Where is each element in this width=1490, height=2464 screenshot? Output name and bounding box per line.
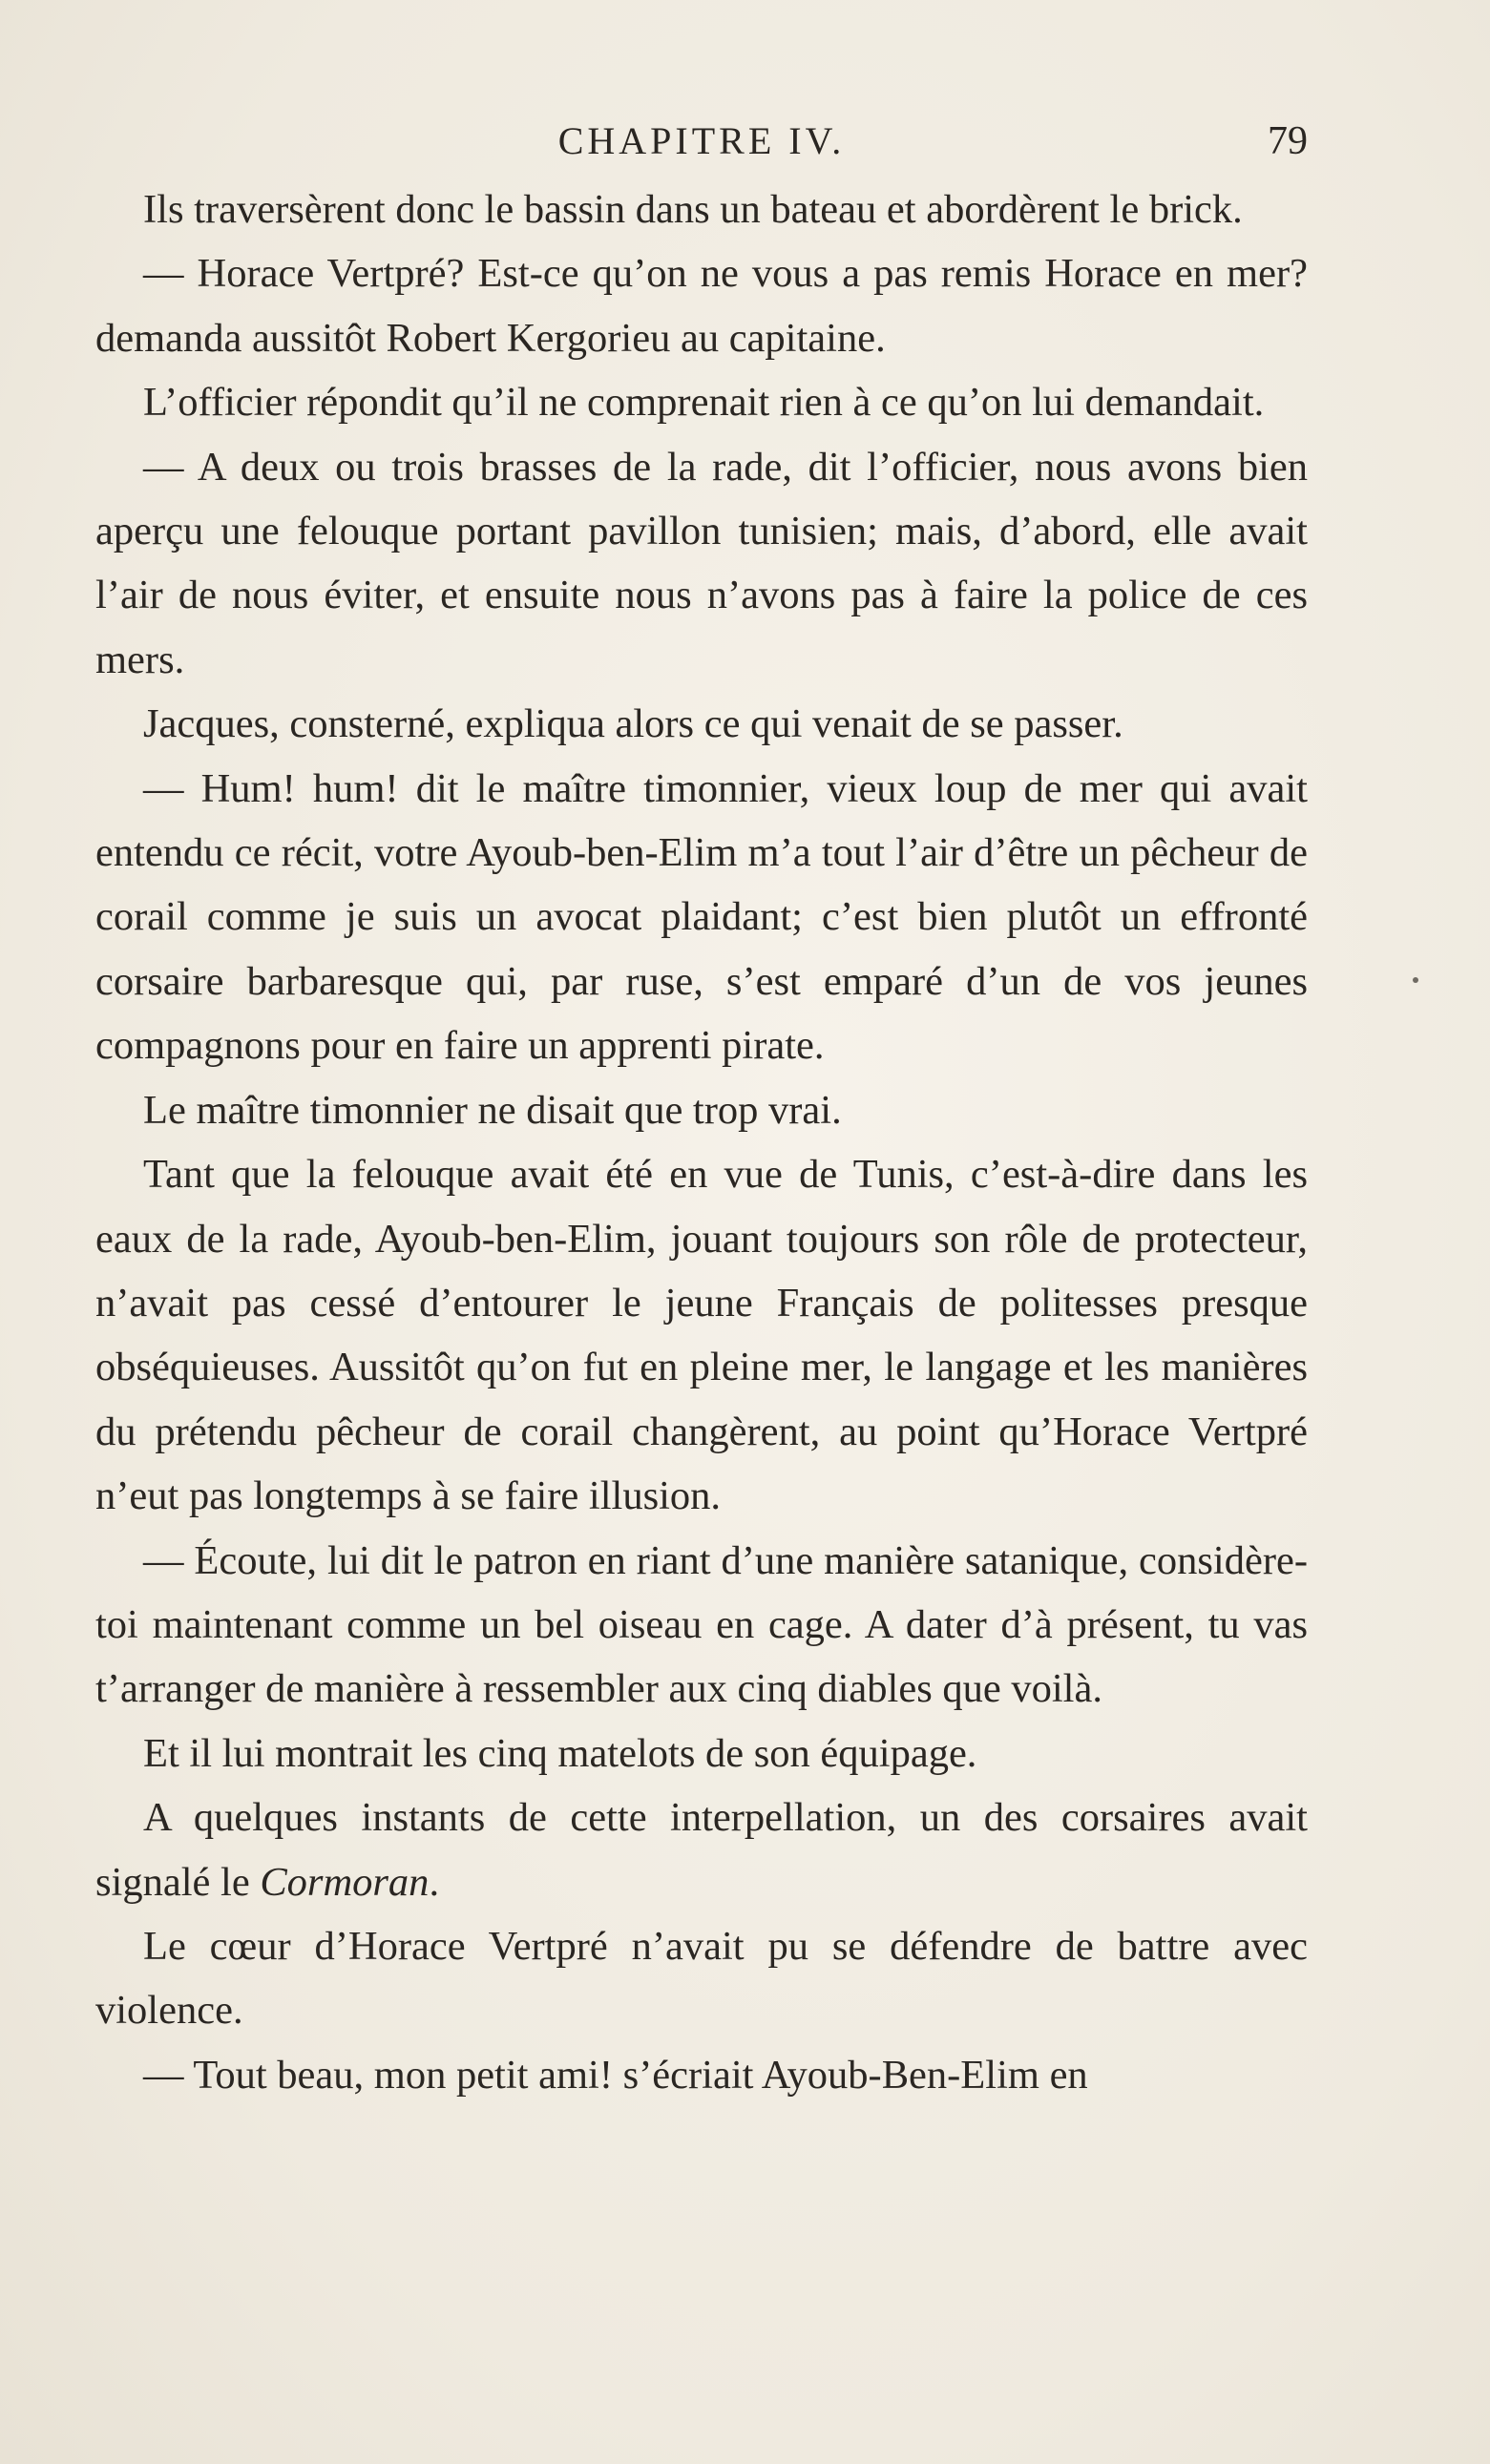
paragraph-1: Ils traversèrent donc le bassin dans un bateau et abordèrent le brick. [143, 187, 1243, 232]
paragraph-11 [95, 1785, 1308, 1914]
paragraph-2: — Horace Vertpré? Est-ce qu’on ne vous a pas remis Horace en mer? demanda aussitôt Robert Kergorieu au capitaine. [95, 251, 1308, 361]
paragraph-10: Et il lui montrait les cinq matelots de son équipage. [143, 1730, 977, 1776]
paragraph-4: — A deux ou trois brasses de la rade, dit l’officier, nous avons bien aperçu une felouque portant pavillon tunisien; mais, d’abord, elle avait l’air de nous éviter, et ensuite nous n’avons pas à faire la police de ces mers. [95, 444, 1308, 682]
paragraph-7: Le maître timonnier ne disait que trop vrai. [143, 1087, 842, 1133]
paragraph-13: — Tout beau, mon petit ami! s’écriait Ayoub-Ben-Elim en [143, 2052, 1088, 2098]
paragraph-9: — Écoute, lui dit le patron en riant d’une manière satanique, considère-toi maintenant comme un bel oiseau en cage. A dater d’à présent, tu vas t’arranger de manière à ressembler aux cinq diables que voilà. [95, 1537, 1308, 1712]
chapter-title: CHAPITRE IV. [557, 119, 846, 162]
paragraph-11-text: A quelques instants de cette interpellation, un des corsaires avait signalé le [95, 1795, 1308, 1905]
page-number: 79 [1268, 119, 1308, 163]
ship-name: Cormoran [260, 1859, 430, 1905]
paragraph-11-end: . [429, 1859, 440, 1905]
paragraph-3: L’officier répondit qu’il ne comprenait rien à ce qu’on lui demandait. [143, 380, 1265, 426]
paragraph-12: Le cœur d’Horace Vertpré n’avait pu se défendre de battre avec violence. [95, 1923, 1308, 2034]
body-text [95, 177, 1308, 2107]
paragraph-6: — Hum! hum! dit le maître timonnier, vieux loup de mer qui avait entendu ce récit, votre Ayoub-ben-Elim m’a tout l’air d’être un pêcheur de corail comme je suis un avocat plaidant; c’est bien plutôt un effronté corsaire barbaresque qui, par ruse, s’est emparé d’un de vos jeunes compagnons pour en faire un apprenti pirate. [95, 765, 1308, 1069]
running-header [95, 113, 1308, 170]
paragraph-5: Jacques, consterné, expliqua alors ce qui venait de se passer. [143, 701, 1123, 747]
paragraph-8: Tant que la felouque avait été en vue de Tunis, c’est-à-dire dans les eaux de la rade, Ayoub-ben-Elim, jouant toujours son rôle de protecteur, n’avait pas cessé d’entourer le jeune Français de politesses presque obséquieuses. Aussitôt qu’on fut en pleine mer, le langage et les manières du prétendu pêcheur de corail changèrent, au point qu’Horace Vertpré n’eut pas longtemps à se faire illusion. [95, 1152, 1308, 1519]
margin-speck [1413, 977, 1418, 983]
